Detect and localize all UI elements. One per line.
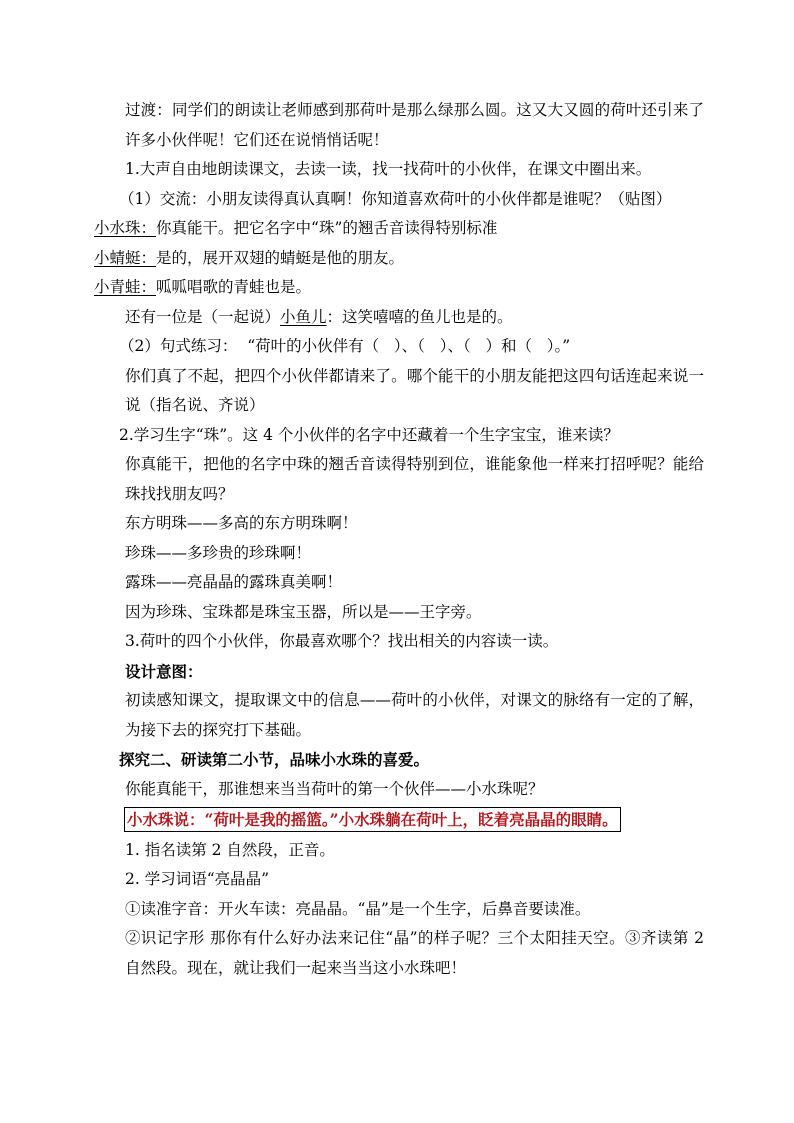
partner-name: 小青蛙： — [94, 278, 157, 296]
word-example-dew: 露珠——亮晶晶的露珠真美啊！ — [125, 573, 343, 591]
partner-water-drop: 小水珠：你真能干。把它名字中“珠”的翘舌音读得特别标准 — [94, 219, 498, 237]
section-heading-explore-2: 探究二、研读第二小节，品味小水珠的喜爱。 — [119, 750, 430, 769]
sentence-pattern-practice: （2）句式练习： “荷叶的小伙伴有（ ）、（ ）、（ ）和（ ）。” — [119, 337, 571, 355]
exchange-question: （1）交流：小朋友读得真认真啊！你知道喜欢荷叶的小伙伴都是谁呢？（贴图） — [119, 189, 672, 208]
word-example-pearl-tower: 东方明珠——多高的东方明珠啊！ — [125, 514, 358, 532]
step-1-name-reading: 1. 指名读第 2 自然段，正音。 — [125, 840, 335, 859]
find-friends-paragraph: 你真能干，把他的名字中珠的翘舌音读得特别到位，谁能象他一样来打招呼呢？能给珠找找朋友吗？ — [125, 455, 704, 503]
design-intent-text: 初读感知课文，提取课文中的信息——荷叶的小伙伴，对课文的脉络有一定的了解，为接下去的探究打下基础。 — [125, 691, 704, 739]
transition-paragraph: 过渡：同学们的朗读让老师感到那荷叶是那么绿那么圆。这又大又圆的荷叶还引来了许多小伙伴呢！它们还在说悄悄话呢！ — [125, 101, 704, 149]
partner-frog: 小青蛙：呱呱唱歌的青蛙也是。 — [94, 278, 312, 296]
radical-explanation: 因为珍珠、宝珠都是珠宝玉器，所以是——王字旁。 — [125, 602, 482, 621]
partner-fish: 还有一位是（一起说）小鱼儿：这笑嘻嘻的鱼儿也是的。 — [125, 307, 513, 326]
step-3-favorite-partner: 3.荷叶的四个小伙伴，你最喜欢哪个？找出相关的内容读一读。 — [125, 632, 559, 650]
step-2-learn-word: 2. 学习词语“亮晶晶” — [125, 870, 270, 888]
praise-paragraph: 你们真了不起，把四个小伙伴都请来了。哪个能干的小朋友能把这四句话连起来说一说（指名说、齐说） — [125, 366, 704, 414]
word-example-pearl: 珍珠——多珍贵的珍珠啊！ — [125, 543, 312, 562]
highlighted-quote: 小水珠说：“荷叶是我的摇篮。”小水珠躺在荷叶上，眨着亮晶晶的眼睛。 — [124, 807, 621, 832]
step-2-learn-character: 2.学习生字“珠”。这 4 个小伙伴的名字中还藏着一个生字宝宝，谁来读？ — [119, 425, 619, 444]
partner-dragonfly: 小蜻蜓：是的，展开双翅的蜻蜓是他的朋友。 — [94, 248, 405, 267]
partner-name: 小鱼儿 — [280, 307, 327, 326]
glyph-memory-step: ②识记字形 那你有什么好办法来记住“晶”的样子呢？三个太阳挂天空。③齐读第 2 自然段。现在，就让我们一起来当当这小水珠吧！ — [125, 929, 704, 977]
partner-name: 小水珠： — [94, 219, 157, 237]
partner-name: 小蜻蜓： — [94, 248, 157, 267]
pronunciation-step: ①读准字音：开火车读：亮晶晶。“晶”是一个生字，后鼻音要读准。 — [125, 899, 591, 918]
document-page — [94, 96, 704, 983]
step-1-read-aloud: 1.大声自由地朗读课文，去读一读，找一找荷叶的小伙伴，在课文中圈出来。 — [125, 160, 652, 178]
design-intent-heading: 设计意图： — [125, 661, 203, 681]
highlighted-quote-line — [94, 804, 704, 836]
intro-water-drop: 你能真能干，那谁想来当当荷叶的第一个伙伴——小水珠呢？ — [125, 779, 544, 798]
